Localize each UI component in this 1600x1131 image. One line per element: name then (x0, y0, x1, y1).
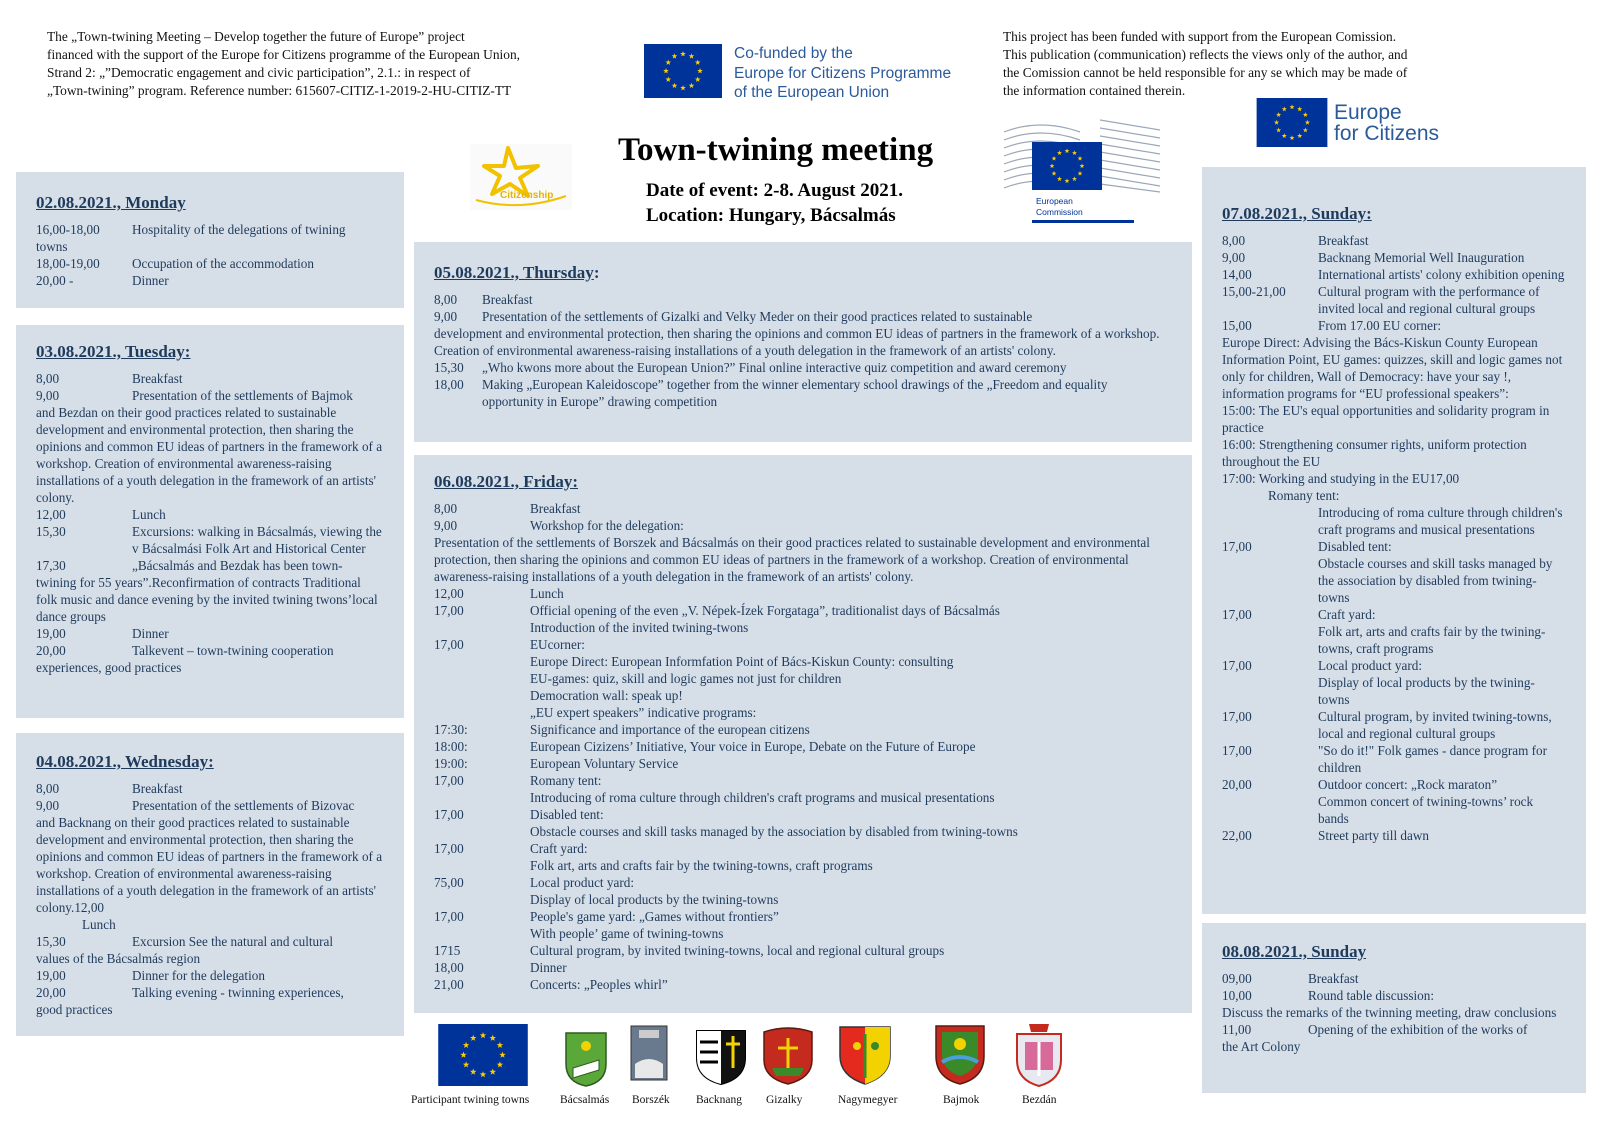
schedule-row (1222, 776, 1566, 793)
schedule-text: „EU expert speakers” indicative programs: (530, 705, 757, 720)
footer-label: Gizalky (766, 1094, 803, 1106)
schedule-text: Breakfast (482, 292, 533, 307)
footer-label: Backnang (696, 1094, 742, 1106)
header-right-line: This publication (communication) reflects the views only of the author, and (1003, 47, 1408, 62)
schedule-row (36, 255, 384, 272)
footer-label: Bajmok (943, 1094, 980, 1106)
schedule-time (434, 619, 530, 636)
day-box-sunday-07 (1202, 167, 1586, 914)
schedule-time: 17,00 (434, 773, 464, 788)
schedule-row (36, 404, 384, 506)
schedule-time: 22,00 (1222, 828, 1252, 843)
schedule-text: Cultural program, by invited twining-towns, local and regional cultural groups (530, 943, 945, 958)
schedule-time: 75,00 (434, 875, 464, 890)
schedule-time: 15,00-21,00 (1222, 284, 1286, 299)
schedule-text: From 17.00 EU corner: (1318, 318, 1442, 333)
schedule-text: Common concert of twining-towns’ rock bands (1318, 794, 1534, 826)
schedule-time: 9,00 (434, 309, 458, 324)
cofunded-line: of the European Union (734, 84, 890, 101)
schedule-row (36, 523, 384, 557)
schedule-text: Local product yard: (1318, 658, 1422, 673)
header-right-line: the information contained therein. (1003, 83, 1186, 98)
schedule-row (36, 797, 384, 814)
schedule-row (36, 933, 384, 950)
schedule-row (36, 950, 384, 967)
schedule-text: Folk art, arts and crafts fair by the twining-towns, craft programs (1318, 624, 1546, 656)
ec-line: Commission (1036, 207, 1083, 217)
cofunded-logo (644, 44, 974, 100)
schedule-row (434, 517, 1172, 534)
schedule-row (36, 984, 384, 1001)
event-location: Location: Hungary, Bácsalmás (646, 205, 896, 226)
schedule-row (434, 636, 1172, 653)
schedule-text: Dinner (530, 960, 567, 975)
schedule-time: 20,00 - (36, 273, 74, 288)
schedule-row (434, 755, 1172, 772)
header-right-line: the Comission cannot be held responsible for any se which may be made of (1003, 65, 1408, 80)
day-heading-text: 05.08.2021., Thursday (434, 263, 594, 282)
schedule-time: 9,00 (434, 518, 458, 533)
schedule-text: Dinner (132, 273, 169, 288)
schedule-text: Concerts: „Peoples whirl” (530, 977, 668, 992)
day-box-thursday (414, 242, 1192, 442)
schedule-row (434, 789, 1172, 806)
schedule-text: Hospitality of the delegations of twining (132, 222, 346, 237)
schedule-row (434, 670, 1172, 687)
schedule-text: Lunch (530, 586, 564, 601)
schedule-time: 15,30 (36, 934, 66, 949)
schedule-time: 18:00: (434, 739, 468, 754)
backnang-crest-icon (694, 1028, 748, 1086)
schedule-row (1222, 555, 1566, 606)
footer-logos (0, 1022, 1600, 1122)
header-left-line: financed with the support of the Europe for Citizens programme of the European Union, (47, 47, 521, 62)
schedule-text: Folk art, arts and crafts fair by the twining-towns, craft programs (530, 858, 873, 873)
schedule-time: 17,00 (1222, 709, 1252, 724)
schedule-row (434, 500, 1172, 517)
schedule-text: Obstacle courses and skill tasks managed by the association by disabled from twining-towns (1318, 556, 1553, 605)
schedule-row (434, 942, 1172, 959)
schedule-row (36, 221, 384, 238)
schedule-row (434, 585, 1172, 602)
schedule-row (36, 370, 384, 387)
schedule-time: 21,00 (434, 977, 464, 992)
schedule-text: Display of local products by the twining-towns (530, 892, 779, 907)
schedule-time: 10,00 (1222, 988, 1252, 1003)
schedule-time: 8,00 (36, 371, 60, 386)
citizenship-logo (470, 144, 572, 210)
schedule-text: Official opening of the even „V. Népek-Ízek Forgataga”, traditionalist days of Bácsalmás (530, 603, 1000, 618)
schedule-row (434, 325, 1172, 359)
schedule-row (1222, 487, 1566, 504)
ec-line: European (1036, 196, 1073, 206)
schedule-text: People's game yard: „Games without frontiers” (530, 909, 779, 924)
day-box-tuesday (16, 325, 404, 718)
schedule-time (1222, 555, 1318, 606)
schedule-text: Breakfast (132, 371, 183, 386)
schedule-row (434, 823, 1172, 840)
schedule-row (1222, 249, 1566, 266)
footer-label: Bácsalmás (560, 1094, 610, 1106)
schedule-time (434, 670, 530, 687)
schedule-text: Presentation of the settlements of Bajmok (132, 388, 353, 403)
schedule-text: Excursion See the natural and cultural (132, 934, 334, 949)
schedule-text: development and environmental protection, then sharing the opinions and common EU ideas of partners in the framework of a workshop. Creation of environmental awareness-raising installations of a youth delegation in the framework of an artists' colony. (434, 326, 1160, 358)
schedule-text: Breakfast (132, 781, 183, 796)
schedule-text: 16:00: Strengthening consumer rights, uniform protection throughout the EU (1222, 437, 1527, 469)
schedule-row (36, 1001, 384, 1018)
schedule-time: 17,00 (434, 841, 464, 856)
schedule-time (1222, 504, 1318, 538)
schedule-time: 1715 (434, 943, 461, 958)
schedule-row (36, 814, 384, 916)
schedule-text: Presentation of the settlements of Bizovac (132, 798, 355, 813)
nagymegyer-crest-icon (837, 1024, 893, 1086)
schedule-time: 11,00 (1222, 1022, 1252, 1037)
day-heading-text: 03.08.2021., Tuesday: (36, 342, 191, 361)
schedule-text: the Art Colony (1222, 1039, 1301, 1054)
europe-for-citizens-logo (1256, 98, 1476, 150)
schedule-text: Display of local products by the twining-towns (1318, 675, 1535, 707)
schedule-text: Cultural program with the performance of invited local and regional cultural groups (1318, 284, 1540, 316)
schedule-text: 15:00: The EU's equal opportunities and solidarity program in practice (1222, 403, 1550, 435)
schedule-row (36, 780, 384, 797)
schedule-row (434, 376, 1172, 410)
schedule-time (434, 823, 530, 840)
schedule-row (434, 359, 1172, 376)
footer-label: Borszék (632, 1094, 670, 1106)
schedule-time: 17,00 (1222, 607, 1252, 622)
schedule-row (36, 506, 384, 523)
schedule-row (434, 687, 1172, 704)
schedule-text: "So do it!" Folk games - dance program for children (1318, 743, 1548, 775)
schedule-time: 17,00 (434, 603, 464, 618)
schedule-time: 20,00 (1222, 777, 1252, 792)
schedule-row (1222, 1004, 1566, 1021)
schedule-time: 19:00: (434, 756, 468, 771)
schedule-row (434, 891, 1172, 908)
schedule-row (1222, 283, 1566, 317)
schedule-text: Disabled tent: (530, 807, 604, 822)
schedule-time: 9,00 (36, 388, 60, 403)
schedule-time: 19,00 (36, 626, 66, 641)
schedule-text: Europe Direct: Advising the Bács-Kiskun County European Information Point, EU games: quizzes, skill and logic games not only for children, Wall of Democracy: have your say !, information programs for “EU professional speakers”: (1222, 335, 1563, 401)
day-heading-suffix: : (593, 263, 600, 282)
schedule-row (434, 874, 1172, 891)
schedule-text: EUcorner: (530, 637, 585, 652)
schedule-row (1222, 606, 1566, 623)
schedule-text: Presentation of the settlements of Borszek and Bácsalmás on their good practices related to sustainable development and environmental protection, then sharing the opinions and common EU ideas of partners in the framework of a workshop. Creation of environmental awareness-raising installations of a youth delegation in the framework of an artists' colony. (434, 535, 1150, 584)
schedule-time: 12,00 (36, 507, 66, 522)
schedule-row (434, 976, 1172, 993)
schedule-row (434, 291, 1172, 308)
schedule-row (1222, 470, 1566, 487)
schedule-row (36, 642, 384, 659)
schedule-text: Craft yard: (530, 841, 588, 856)
schedule-row (36, 967, 384, 984)
schedule-time: 8,00 (434, 501, 458, 516)
day-heading (36, 343, 384, 360)
schedule-time: 19,00 (36, 968, 66, 983)
schedule-row (1222, 334, 1566, 402)
day-heading (1222, 205, 1566, 222)
schedule-time (434, 704, 530, 721)
schedule-row (434, 840, 1172, 857)
schedule-row (434, 959, 1172, 976)
schedule-text: Discuss the remarks of the twinning meeting, draw conclusions (1222, 1005, 1557, 1020)
schedule-text: Presentation of the settlements of Gizalki and Velky Meder on their good practices related to sustainable (482, 309, 1033, 324)
schedule-row (36, 238, 384, 255)
schedule-text: Disabled tent: (1318, 539, 1392, 554)
eu-flag-icon (438, 1024, 528, 1086)
schedule-text: Cultural program, by invited twining-towns, local and regional cultural groups (1318, 709, 1552, 741)
schedule-row (1222, 657, 1566, 674)
schedule-text: International artists' colony exhibition opening (1318, 267, 1565, 282)
schedule-time: 17,00 (1222, 658, 1252, 673)
schedule-time: 18,00 (434, 960, 464, 975)
header-left-text (47, 28, 627, 100)
schedule-time (434, 687, 530, 704)
schedule-text: Lunch (132, 507, 166, 522)
schedule-time: 17:30: (434, 722, 468, 737)
schedule-time: 14,00 (1222, 267, 1252, 282)
schedule-time: 8,00 (434, 292, 458, 307)
schedule-row (434, 534, 1172, 585)
schedule-text: Excursions: walking in Bácsalmás, viewing the v Bácsalmási Folk Art and Historical Center (132, 524, 382, 556)
efc-line: Europe (1334, 101, 1402, 124)
day-heading-text: 06.08.2021., Friday: (434, 472, 579, 491)
schedule-row (1222, 436, 1566, 470)
schedule-text: Obstacle courses and skill tasks managed by the association by disabled from twining-towns (530, 824, 1018, 839)
schedule-row (1222, 742, 1566, 776)
schedule-row (1222, 402, 1566, 436)
schedule-row (434, 704, 1172, 721)
schedule-time (1222, 674, 1318, 708)
schedule-row (36, 574, 384, 625)
schedule-row (36, 625, 384, 642)
footer-label: Participant twining towns (411, 1094, 530, 1106)
schedule-text: Making „European Kaleidoscope” together from the winner elementary school drawings of the „Freedom and equality opportunity in Europe” drawing competition (482, 377, 1108, 409)
schedule-text: twining for 55 years”.Reconfirmation of contracts Traditional folk music and dance evening by the invited twining twons’local dance groups (36, 575, 378, 624)
day-heading-text: 08.08.2021., Sunday (1222, 942, 1367, 961)
schedule-time: 18,00 (434, 377, 464, 392)
bacsalmas-crest-icon (563, 1030, 609, 1088)
eu-flag-icon (1256, 98, 1328, 147)
schedule-row (1222, 987, 1566, 1004)
schedule-time: 20,00 (36, 643, 66, 658)
schedule-row (36, 387, 384, 404)
schedule-time (1222, 623, 1318, 657)
schedule-row (1222, 232, 1566, 249)
schedule-time: 09,00 (1222, 971, 1252, 986)
schedule-text: Democration wall: speak up! (530, 688, 683, 703)
schedule-text: With people’ game of twining-towns (530, 926, 724, 941)
schedule-row (1222, 970, 1566, 987)
schedule-time: 17,00 (1222, 539, 1252, 554)
day-heading (434, 473, 1172, 490)
header-right-line: This project has been funded with support from the European Comission. (1003, 29, 1397, 44)
bezdan-crest-icon (1013, 1014, 1065, 1090)
schedule-row (1222, 827, 1566, 844)
day-heading (36, 194, 384, 211)
schedule-row (434, 806, 1172, 823)
schedule-text: Street party till dawn (1318, 828, 1429, 843)
schedule-row (434, 738, 1172, 755)
schedule-text: Introducing of roma culture through children's craft programs and musical presentations (530, 790, 995, 805)
footer-label: Nagymegyer (838, 1094, 898, 1106)
header-right-text (1003, 28, 1523, 100)
schedule-text: Craft yard: (1318, 607, 1376, 622)
schedule-text: Backnang Memorial Well Inauguration (1318, 250, 1525, 265)
page-title: Town-twining meeting (618, 132, 934, 168)
schedule-row (1222, 793, 1566, 827)
day-heading-text: 04.08.2021., Wednesday: (36, 752, 214, 771)
schedule-text: Round table discussion: (1308, 988, 1435, 1003)
ec-underline (1032, 220, 1134, 223)
schedule-text: Introducing of roma culture through children's craft programs and musical presentations (1318, 505, 1563, 537)
day-heading-text: 02.08.2021., Monday (36, 193, 186, 212)
schedule-time: 16,00-18,00 (36, 222, 100, 237)
schedule-text: „Bácsalmás and Bezdak has been town- (132, 558, 343, 573)
schedule-text: European Cizizens’ Initiative, Your voice in Europe, Debate on the Future of Europe (530, 739, 976, 754)
schedule-row (434, 857, 1172, 874)
cofunded-line: Europe for Citizens Programme (734, 64, 952, 82)
schedule-row (1222, 317, 1566, 334)
schedule-text: good practices (36, 1002, 113, 1017)
schedule-text: Lunch (82, 917, 116, 932)
schedule-text: European Voluntary Service (530, 756, 679, 771)
schedule-row (1222, 623, 1566, 657)
day-box-friday (414, 455, 1192, 1013)
schedule-text: Outdoor concert: „Rock maraton” (1318, 777, 1498, 792)
schedule-time: 17,30 (36, 558, 66, 573)
schedule-row (434, 308, 1172, 325)
day-box-monday (16, 172, 404, 308)
schedule-text: Breakfast (1318, 233, 1369, 248)
header-left-line: The „Town-twining Meeting – Develop together the future of Europe” project (47, 29, 465, 44)
schedule-time (434, 653, 530, 670)
schedule-row (1222, 674, 1566, 708)
schedule-time: 9,00 (1222, 250, 1246, 265)
schedule-row (1222, 538, 1566, 555)
schedule-row (1222, 266, 1566, 283)
schedule-text: Dinner (132, 626, 169, 641)
schedule-row (434, 721, 1172, 738)
eu-flag-icon (644, 44, 722, 98)
schedule-row (434, 619, 1172, 636)
schedule-time: 15,30 (434, 360, 464, 375)
schedule-row (36, 916, 384, 933)
schedule-text: and Backnang on their good practices related to sustainable development and environmental protection, then sharing the opinions and common EU ideas of partners in the framework of a workshop. Creation of environmental awareness-raising installations of a youth delegation in the framework of an artists' colony.12,00 (36, 815, 383, 915)
schedule-text: and Bezdan on their good practices related to sustainable development and environmental protection, then sharing the opinions and common EU ideas of partners in the framework of a workshop. Creation of environmental awareness-raising installations of a youth delegation in the framework of an artists' colony. (36, 405, 383, 505)
schedule-text: Breakfast (530, 501, 581, 516)
schedule-text: Local product yard: (530, 875, 634, 890)
day-box-wednesday (16, 733, 404, 1036)
schedule-text: Introduction of the invited twining-twons (530, 620, 749, 635)
european-commission-logo (1000, 112, 1164, 224)
schedule-text: Europe Direct: European Informfation Point of Bács-Kiskun County: consulting (530, 654, 954, 669)
schedule-time: 15,00 (1222, 318, 1252, 333)
schedule-time: 12,00 (434, 586, 464, 601)
day-heading-text: 07.08.2021., Sunday: (1222, 204, 1372, 223)
gizalky-crest-icon (760, 1024, 816, 1086)
schedule-row (434, 602, 1172, 619)
schedule-text: Dinner for the delegation (132, 968, 265, 983)
schedule-text: values of the Bácsalmás region (36, 951, 201, 966)
schedule-text: Romany tent: (530, 773, 602, 788)
schedule-row (36, 557, 384, 574)
schedule-row (434, 772, 1172, 789)
schedule-row (1222, 504, 1566, 538)
schedule-time: 8,00 (36, 781, 60, 796)
cofunded-line: Co-funded by the (734, 45, 853, 62)
schedule-row (434, 925, 1172, 942)
citizenship-label: Citizenship (500, 190, 554, 201)
schedule-time (1222, 793, 1318, 827)
schedule-text: experiences, good practices (36, 660, 182, 675)
borszek-crest-icon (629, 1024, 669, 1082)
schedule-time (434, 857, 530, 874)
schedule-text: towns (36, 239, 68, 254)
schedule-time: 17,00 (434, 909, 464, 924)
day-heading (36, 753, 384, 770)
schedule-time: 18,00-19,00 (36, 256, 100, 271)
schedule-text: Significance and importance of the european citizens (530, 722, 810, 737)
schedule-text: Workshop for the delegation: (530, 518, 684, 533)
schedule-time: 17,00 (434, 637, 464, 652)
schedule-time (434, 925, 530, 942)
schedule-text: Talking evening - twinning experiences, (132, 985, 344, 1000)
schedule-time: 15,30 (36, 524, 66, 539)
schedule-time: 20,00 (36, 985, 66, 1000)
day-heading (1222, 943, 1566, 960)
event-date: Date of event: 2-8. August 2021. (646, 180, 904, 201)
schedule-text: EU-games: quiz, skill and logic games not just for children (530, 671, 842, 686)
schedule-text: Breakfast (1308, 971, 1359, 986)
schedule-row (36, 659, 384, 676)
schedule-text: Talkevent – town-twining cooperation (132, 643, 334, 658)
schedule-text: Opening of the exhibition of the works of (1308, 1022, 1528, 1037)
schedule-row (434, 908, 1172, 925)
day-heading (434, 264, 1172, 281)
schedule-text: „Who kwons more about the European Union?” Final online interactive quiz competition and award ceremony (482, 360, 1067, 375)
schedule-text: Romany tent: (1268, 488, 1340, 503)
schedule-row (434, 653, 1172, 670)
footer-label: Bezdán (1022, 1094, 1057, 1106)
schedule-time: 8,00 (1222, 233, 1246, 248)
schedule-time: 17,00 (1222, 743, 1252, 758)
schedule-time: 9,00 (36, 798, 60, 813)
header-left-line: Strand 2: „”Democratic engagement and civic participation”, 2.1.: in respect of (47, 65, 471, 80)
schedule-row (36, 272, 384, 289)
schedule-text: 17:00: Working and studying in the EU17,00 (1222, 471, 1460, 486)
bajmok-crest-icon (932, 1022, 988, 1088)
schedule-time: 17,00 (434, 807, 464, 822)
schedule-time (434, 891, 530, 908)
schedule-text: Occupation of the accommodation (132, 256, 314, 271)
efc-line: for Citizens (1334, 122, 1440, 145)
header-left-line: „Town-twining” program. Reference number: 615607-CITIZ-1-2019-2-HU-CITIZ-TT (47, 83, 512, 98)
schedule-row (1222, 708, 1566, 742)
ec-building-icon (1000, 112, 1164, 196)
schedule-time (434, 789, 530, 806)
